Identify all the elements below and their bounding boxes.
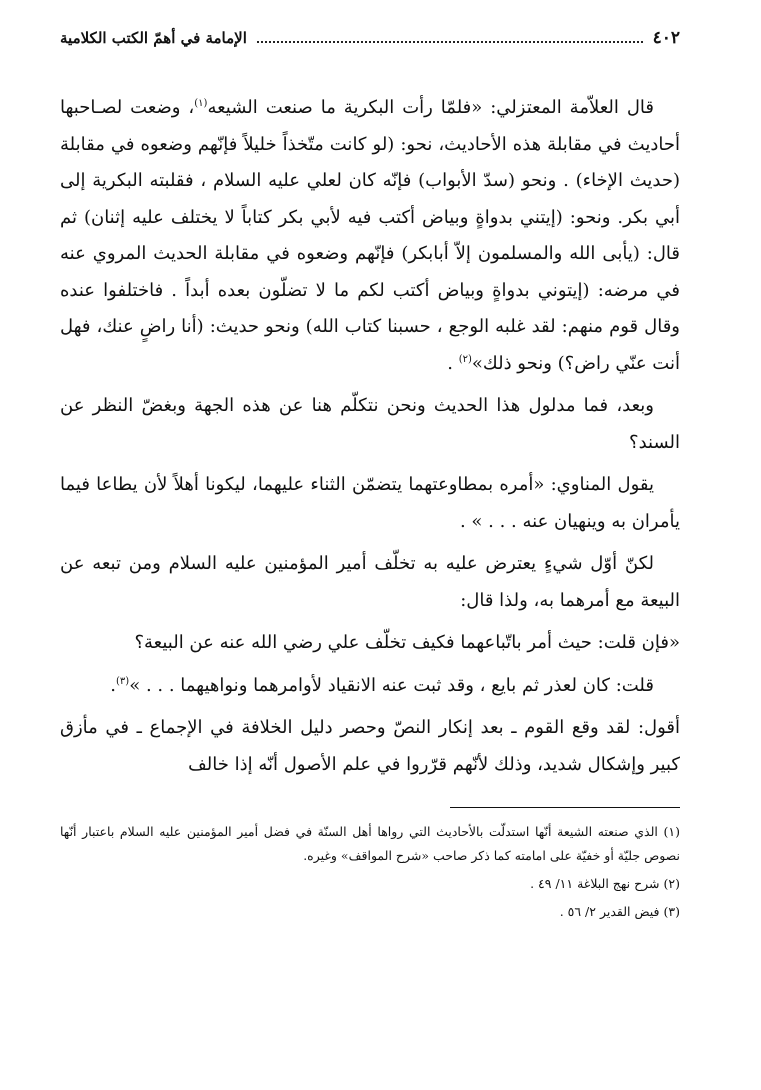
- paragraph-if-you-say: «فإن قلت: حيث أمر باتّباعهما فكيف تخلّف علي رضي الله عنه عن البيعة؟: [134, 632, 680, 653]
- footnote-3: (٣) فيض القدير ٢/ ٥٦ .: [559, 904, 680, 919]
- paragraph-text: قال العلاّمة المعتزلي: «فلمّا رأت البكرية ما صنعت الشيعه: [207, 97, 654, 118]
- paragraph-text: .: [110, 674, 117, 696]
- book-page: [60, 28, 680, 928]
- footnote-ref-3: (٣): [116, 675, 130, 687]
- running-header: [60, 28, 680, 52]
- footnote-separator: [450, 807, 680, 808]
- paragraph-author-comment: أقول: لقد وقع القوم ـ بعد إنكار النصّ وحصر دليل الخلافة في الإجماع ـ في مأزق كبير وإشكال شديد، وذلك لأنّهم قرّروا في علم الأصول أنّه إذا خالف: [60, 717, 680, 775]
- paragraph-text: ، وضعت لصـاحبها أحاديث في مقابلة هذه الأحاديث، نحو: (لو كانت متّخذاً خليلاً فإنّهم وضعوه في مقابلة (حديث الإخاء) . ونحو (سدّ الأبواب) فإنّه كان لعلي عليه السلام ، فقلبته البكرية إلى أبي بكر. ونحو: (إيتني بدواةٍ وبياض أكتب فيه لأبي بكر كتاباً لا يختلف عليه إثنان) ثم قال: (يأبى الله والمسلمون إلاّ أبابكر) فإنّهم وضعوه في مقابلة الحديث المروي عنه في مرضه: (إيتوني بدواةٍ وبياض أكتب لكم ما لا تضلّون بعده أبداً . فاختلفوا عنده وقال قوم منهم: لقد غلبه الوجع ، حسبنا كتاب الله) ونحو حديث: (أنا راضٍ عنك، فهل أنت عنّي راض؟) ونحو ذلك»: [60, 97, 680, 374]
- page-number: ٤٠٢: [652, 28, 680, 48]
- paragraph-text: .: [459, 510, 472, 532]
- paragraph-text: .: [447, 352, 459, 374]
- running-title: الإمامة في أهمّ الكتب الكلامية: [60, 29, 247, 47]
- footnote-2: (٢) شرح نهج البلاغة ١١/ ٤٩ .: [530, 876, 680, 891]
- paragraph-question: وبعد، فما مدلول هذا الحديث ونحن نتكلّم هنا عن هذه الجهة وبغضّ النظر عن السند؟: [60, 395, 680, 453]
- footnotes: [60, 820, 680, 924]
- paragraph-mutazili-quote: [60, 90, 680, 382]
- paragraph-text: قلت: كان لعذر ثم بايع ، وقد ثبت عنه الانقياد لأوامرهما ونواهيهما . . . »: [129, 674, 654, 696]
- paragraph-text: يقول المناوي: «أمره بمطاوعتهما يتضمّن الثناء عليهما، ليكونا أهلاً لأن يطاعا فيما يأمران به وينهيان عنه . . . »: [60, 474, 680, 532]
- paragraph-i-say: [60, 668, 680, 705]
- footnote-ref-2: (٢): [458, 353, 472, 365]
- paragraph-munawi: [60, 467, 680, 540]
- footnote-ref-1: (١): [194, 98, 208, 109]
- paragraph-objection: لكنّ أوّل شيءٍ يعترض عليه به تخلّف أمير المؤمنين عليه السلام ومن تبعه عن البيعة مع أمرهما به، ولذا قال:: [60, 553, 680, 611]
- footnote-1: (١) الذي صنعته الشيعة أنّها استدلّت بالأحاديث التي رواها أهل السنّة في فضل أمير المؤمنين عليه السلام باعتبار أنّها نصوص جليّة أو خفيّة على امامته كما ذكر صاحب «شرح المواقف» وغيره.: [60, 824, 680, 863]
- main-text: [60, 90, 680, 783]
- header-dot-leader: [257, 40, 643, 43]
